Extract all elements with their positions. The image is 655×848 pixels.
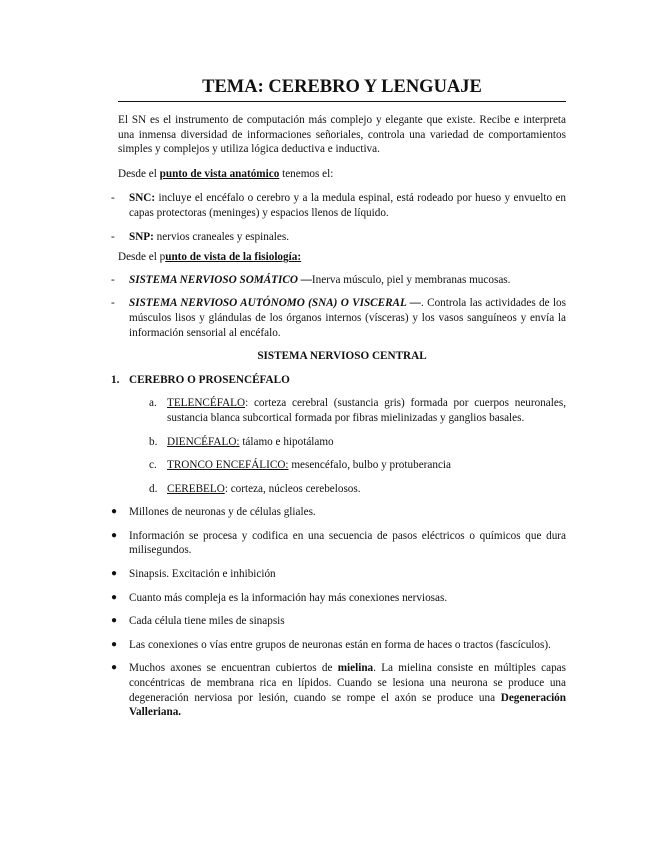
physiology-lead-prefix: Desde el p (118, 251, 166, 264)
part-text: : corteza cerebral (sustancia gris) formada por cuerpos neuronales, sustancia blanca subcortical formada por fibras mielinizadas y ganglios basales. (167, 397, 566, 424)
bullet-icon: ● (111, 638, 118, 650)
alpha-marker: c. (149, 459, 157, 472)
section-heading-cerebro (111, 373, 566, 388)
section-number: 1. (111, 373, 120, 386)
part-text: tálamo e hipotálamo (239, 435, 334, 448)
anatomic-item-text: nervios craneales y espinales. (153, 230, 290, 243)
dash-marker: - (111, 297, 115, 310)
part-telencefalo (118, 396, 566, 425)
anatomic-lead-prefix: Desde el (118, 167, 160, 180)
bullet-item (111, 614, 566, 629)
part-term: DIENCÉFALO: (167, 435, 240, 448)
part-term: CEREBELO (167, 482, 225, 495)
bullet-item (111, 505, 566, 520)
intro-paragraph: El SN es el instrumento de computación más complejo y elegante que existe. Recibe e interpreta una inmensa diversidad de informaciones señoriales, controla una variedad de comportamientos simples y complejos y utiliza lógica deductiva e inductiva. (118, 114, 566, 156)
bullet-text: Millones de neuronas y de células gliales. (129, 506, 316, 519)
document-title: TEMA: CEREBRO Y LENGUAJE (118, 76, 566, 102)
bullet-icon: ● (111, 662, 118, 674)
physiology-item-text: . Controla las actividades de los músculos lisos y glándulas de los órganos internos (vísceras) y los vasos sanguíneos y envía la información sensorial al encéfalo. (129, 297, 567, 339)
bullet-icon: ● (111, 568, 118, 580)
part-tronco (118, 458, 566, 473)
bullet-icon: ● (111, 591, 118, 603)
anatomic-lead (118, 167, 566, 182)
section-heading-text: CEREBRO O PROSENCÉFALO (129, 373, 290, 386)
bullet-item (111, 638, 566, 653)
part-term: TRONCO ENCEFÁLICO: (167, 459, 289, 472)
part-text: mesencéfalo, bulbo y protuberancia (288, 459, 451, 472)
dash-marker: - (111, 192, 115, 205)
bullet-text: Cada célula tiene miles de sinapsis (129, 615, 285, 628)
bullet-icon: ● (111, 615, 118, 627)
part-diencefalo (118, 435, 566, 450)
anatomic-item-term: SNC: (129, 192, 156, 205)
anatomic-item-text: incluye el encéfalo o cerebro y a la medula espinal, está rodeado por hueso y envuelto en capas protectoras (meninges) y espacios llenos de líquido. (129, 192, 566, 219)
bullet-icon: ● (111, 529, 118, 541)
part-term: TELENCÉFALO (167, 397, 246, 410)
bullet-text: Las conexiones o vías entre grupos de neuronas están en forma de haces o tractos (fascículos). (129, 638, 551, 651)
anatomic-lead-suffix: tenemos el: (279, 167, 334, 180)
alpha-marker: b. (149, 435, 158, 448)
physiology-item-term: SISTEMA NERVIOSO AUTÓNOMO (SNA) O VISCERAL — (129, 297, 421, 310)
physiology-lead-highlight: unto de vista de la fisiología: (165, 251, 302, 264)
physiology-item-somatico (111, 273, 566, 288)
bullet-item (111, 567, 566, 582)
bullet-text: Cuanto más compleja es la información hay más conexiones nerviosas. (129, 591, 448, 604)
document-page (111, 76, 567, 729)
part-text: : corteza, núcleos cerebelosos. (224, 482, 361, 495)
alpha-marker: d. (149, 482, 158, 495)
anatomic-item-term: SNP: (129, 230, 154, 243)
bullet-item-mielina (111, 661, 566, 719)
dash-marker: - (111, 273, 115, 286)
bullet-text: Muchos axones se encuentran cubiertos de (129, 662, 338, 675)
bullet-text: Información se procesa y codifica en una secuencia de pasos eléctricos o químicos que dura milisegundos. (129, 529, 566, 557)
physiology-item-text: Inerva músculo, piel y membranas mucosas. (311, 273, 511, 286)
physiology-lead (118, 250, 566, 265)
bold-term-mielina: mielina (337, 662, 374, 675)
physiology-item-autonomo (111, 296, 567, 340)
bullet-item (111, 591, 566, 606)
dash-marker: - (111, 230, 115, 243)
anatomic-item-snc (111, 191, 566, 220)
part-cerebelo (118, 482, 566, 497)
alpha-marker: a. (149, 397, 157, 410)
bullet-text: . La mielina consiste en múltiples capas concéntricas de membrana rica en lípidos. Cuando se lesiona una neurona se produce una degeneración nerviosa por lesión, cuando se rompe el axón se produce una (129, 662, 566, 704)
bullet-text: Sinapsis. Excitación e inhibición (129, 568, 276, 581)
anatomic-lead-highlight: punto de vista anatómico (159, 167, 280, 180)
bold-term-degeneracion: Degeneración Valleriana. (129, 691, 566, 719)
anatomic-item-snp (111, 230, 566, 245)
bullet-item (111, 529, 566, 558)
physiology-item-term: SISTEMA NERVIOSO SOMÁTICO — (129, 273, 312, 286)
snc-heading: SISTEMA NERVIOSO CENTRAL (257, 350, 427, 363)
bullet-icon: ● (111, 506, 118, 518)
